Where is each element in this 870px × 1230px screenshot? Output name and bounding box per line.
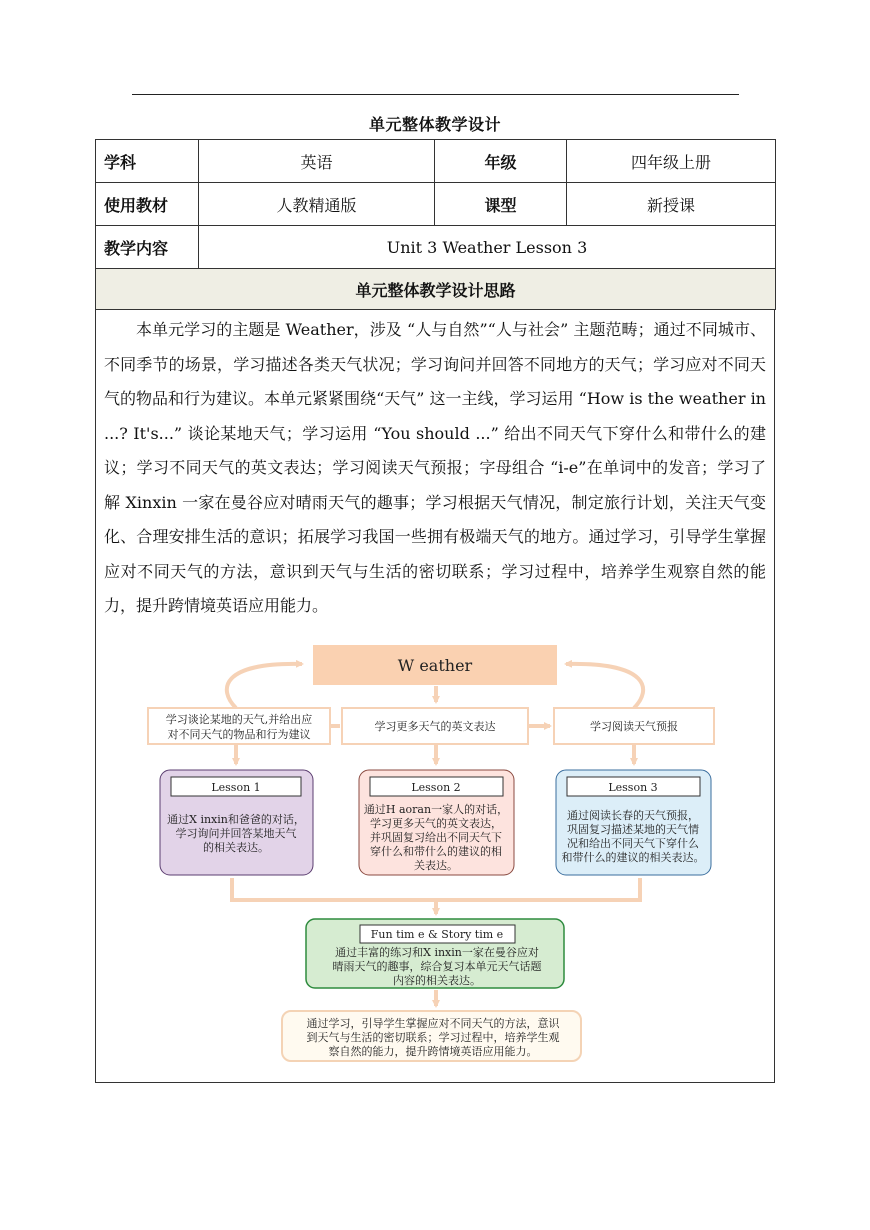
lesson-3-card	[556, 770, 711, 875]
content-label: 教学内容	[96, 226, 199, 269]
svg-text:并巩固复习给出不同天气下: 并巩固复习给出不同天气下	[370, 831, 502, 844]
svg-text:学习谈论某地的天气,并给出应: 学习谈论某地的天气,并给出应	[165, 713, 313, 726]
svg-text:内容的相关表达。: 内容的相关表达。	[393, 974, 481, 987]
svg-text:巩固复习描述某地的天气情: 巩固复习描述某地的天气情	[567, 823, 699, 836]
grade-value: 四年级上册	[567, 140, 776, 183]
grade-label: 年级	[435, 140, 567, 183]
svg-text:的相关表达。: 的相关表达。	[203, 841, 269, 854]
topic-label: W eather	[397, 656, 473, 675]
lesson-3-title: Lesson 3	[608, 781, 658, 794]
lesson-2-card	[359, 770, 514, 875]
section-heading: 单元整体教学设计思路	[96, 269, 776, 310]
svg-text:学习更多天气的英文表达，: 学习更多天气的英文表达，	[370, 817, 502, 830]
goal-box-3	[554, 708, 714, 744]
lesson-2-title: Lesson 2	[411, 781, 461, 794]
lesson-type-value: 新授课	[567, 183, 776, 226]
textbook-value: 人教精通版	[199, 183, 435, 226]
svg-text:通过阅读长春的天气预报，: 通过阅读长春的天气预报，	[567, 809, 699, 822]
subject-value: 英语	[199, 140, 435, 183]
svg-text:和带什么的建议的相关表达。: 和带什么的建议的相关表达。	[561, 851, 705, 864]
document-title: 单元整体教学设计	[368, 115, 501, 134]
fun-story-card	[306, 919, 564, 988]
svg-text:关表达。: 关表达。	[414, 859, 458, 872]
svg-text:学习询问并回答某地天气: 学习询问并回答某地天气	[175, 827, 297, 840]
lesson-1-title: Lesson 1	[211, 781, 261, 794]
goal-box-1	[148, 708, 330, 744]
svg-text:穿什么和带什么的建议的相: 穿什么和带什么的建议的相	[370, 845, 502, 858]
design-paragraph: 本单元学习的主题是 Weather，涉及 “人与自然”“人与社会” 主题范畴；通过不同城市、不同季节的场景，学习描述各类天气状况；学习询问并回答不同地方的天气；学习应对不同天气的物品和行为建议。本单元紧紧围绕“天气” 这一主线，学习运用 “How is the weather in ...? It's...” 谈论某地天气；学习运用 “You should ...” 给出不同天气下穿什么和带什么的建议；学习不同天气的英文表达；学习阅读天气预报；字母组合 “i-e”在单词中的发音；学习了解 Xinxin 一家在曼谷应对晴雨天气的趣事；学习根据天气情况，制定旅行计划，关注天气变化、合理安排生活的意识；拓展学习我国一些拥有极端天气的地方。通过学习，引导学生掌握应对不同天气的方法，意识到天气与生活的密切联系；学习过程中，培养学生观察自然的能力，提升跨情境英语应用能力。	[104, 320, 766, 615]
fun-story-title: Fun tim e & Story tim e	[370, 928, 504, 941]
svg-text:通过H aoran一家人的对话，: 通过H aoran一家人的对话，	[363, 803, 509, 816]
svg-text:通过丰富的练习和X inxin一家在曼谷应对: 通过丰富的练习和X inxin一家在曼谷应对	[335, 946, 539, 959]
svg-text:学习更多天气的英文表达: 学习更多天气的英文表达	[374, 720, 496, 733]
svg-text:对不同天气的物品和行为建议: 对不同天气的物品和行为建议	[167, 728, 311, 741]
svg-text:通过学习，引导学生掌握应对不同天气的方法，意识: 通过学习，引导学生掌握应对不同天气的方法，意识	[306, 1017, 560, 1030]
svg-text:晴雨天气的趣事，综合复习本单元天气话题: 晴雨天气的趣事，综合复习本单元天气话题	[332, 960, 542, 973]
svg-text:通过X inxin和爸爸的对话，: 通过X inxin和爸爸的对话，	[167, 813, 305, 826]
textbook-label: 使用教材	[96, 183, 199, 226]
summary-card	[282, 1011, 581, 1061]
subject-label: 学科	[96, 140, 199, 183]
svg-text:察自然的能力，提升跨情境英语应用能力。: 察自然的能力，提升跨情境英语应用能力。	[328, 1045, 538, 1058]
svg-text:学习阅读天气预报: 学习阅读天气预报	[590, 720, 678, 733]
svg-text:况和给出不同天气下穿什么: 况和给出不同天气下穿什么	[567, 837, 699, 850]
svg-text:到天气与生活的密切联系；学习过程中，培养学生观: 到天气与生活的密切联系；学习过程中，培养学生观	[306, 1031, 560, 1044]
lesson-type-label: 课型	[435, 183, 567, 226]
lesson-1-card	[160, 770, 313, 875]
topic-box	[313, 645, 557, 685]
goal-box-2	[342, 708, 528, 744]
content-value: Unit 3 Weather Lesson 3	[199, 226, 776, 269]
